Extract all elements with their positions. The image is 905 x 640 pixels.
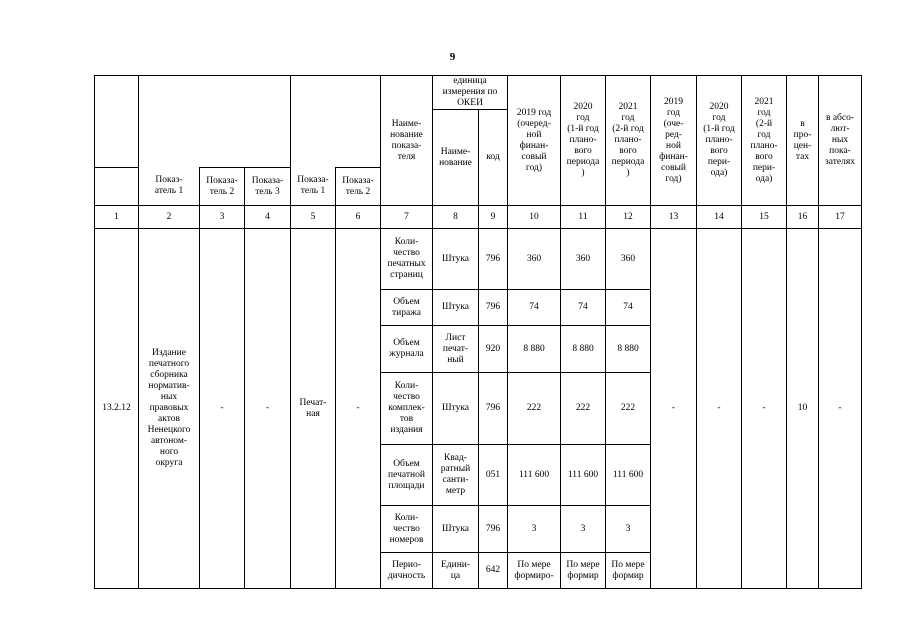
- header-fee-2021: 2021 год (2-й год плано- вого пери- ода): [742, 76, 787, 206]
- record-fee-2021: -: [742, 229, 787, 589]
- indicator-name: Перио- дичность: [381, 553, 433, 589]
- column-number: 7: [381, 206, 433, 229]
- column-number: 17: [819, 206, 862, 229]
- indicator-name: Коли- чество комплек- тов издания: [381, 373, 433, 445]
- header-condition-group: [291, 76, 381, 168]
- indicator-code: 796: [479, 290, 508, 326]
- header-empty-sub: [95, 168, 139, 206]
- indicator-value-2019: 222: [508, 373, 561, 445]
- indicator-value-2021: 3: [606, 506, 651, 553]
- header-unit-code: код: [479, 110, 508, 206]
- indicator-value-2020: 360: [561, 229, 606, 290]
- indicator-code: 796: [479, 229, 508, 290]
- column-number-row: [95, 206, 862, 229]
- header-empty-col1: [95, 76, 139, 168]
- header-unit-name: Наиме- нование: [433, 110, 479, 206]
- column-number: 16: [787, 206, 819, 229]
- indicator-value-2020: 222: [561, 373, 606, 445]
- indicator-value-2021: 8 880: [606, 326, 651, 373]
- indicator-code: 796: [479, 373, 508, 445]
- indicator-name: Объем журнала: [381, 326, 433, 373]
- indicator-value-2021: 360: [606, 229, 651, 290]
- indicator-value-2020: 111 600: [561, 445, 606, 506]
- column-number: 14: [697, 206, 742, 229]
- record-condition-2: -: [336, 229, 381, 589]
- record-fee-2019: -: [651, 229, 697, 589]
- indicator-code: 920: [479, 326, 508, 373]
- header-content-ind-2: Показа- тель 2: [200, 168, 245, 206]
- column-number: 11: [561, 206, 606, 229]
- column-number: 13: [651, 206, 697, 229]
- record-fee-2020: -: [697, 229, 742, 589]
- indicator-value-2019: 8 880: [508, 326, 561, 373]
- indicator-unit: Лист печат- ный: [433, 326, 479, 373]
- indicator-value-2019: 74: [508, 290, 561, 326]
- record-content-1: Издание печатного сборника норматив- ных правовых актов Ненецкого автоном- ного округа: [139, 229, 200, 589]
- column-number: 5: [291, 206, 336, 229]
- indicator-name: Коли- чество номеров: [381, 506, 433, 553]
- header-fee-2020: 2020 год (1-й год плано- вого пери- ода): [697, 76, 742, 206]
- header-content-group: [139, 76, 291, 168]
- indicator-value-2021: 74: [606, 290, 651, 326]
- indicator-code: 796: [479, 506, 508, 553]
- column-number: 1: [95, 206, 139, 229]
- indicator-name: Объем печатной площади: [381, 445, 433, 506]
- header-content-ind-1: Показ- атель 1: [139, 168, 200, 206]
- indicator-value-2019: 3: [508, 506, 561, 553]
- indicator-table: [94, 75, 862, 589]
- column-number: 2: [139, 206, 200, 229]
- indicator-value-2019: По мере формиро-: [508, 553, 561, 589]
- indicator-unit: Штука: [433, 373, 479, 445]
- indicator-value-2019: 111 600: [508, 445, 561, 506]
- header-dev-percent: в про- цен- тах: [787, 76, 819, 206]
- header-cond-ind-2: Показа- тель 2: [336, 168, 381, 206]
- indicator-value-2021: По мере формир: [606, 553, 651, 589]
- indicator-value-2020: 74: [561, 290, 606, 326]
- record-content-3: -: [245, 229, 291, 589]
- record-content-2: -: [200, 229, 245, 589]
- indicator-value-2021: 111 600: [606, 445, 651, 506]
- header-val-2019: 2019 год (очеред- ной финан- совый год): [508, 76, 561, 206]
- indicator-unit: Штука: [433, 229, 479, 290]
- header-fee-2019: 2019 год (оче- ред- ной финан- совый год): [651, 76, 697, 206]
- page-number: 9: [449, 51, 456, 63]
- header-val-2021: 2021 год (2-й год плано- вого периода ): [606, 76, 651, 206]
- indicator-unit: Штука: [433, 290, 479, 326]
- indicator-row: [95, 229, 862, 290]
- column-number: 8: [433, 206, 479, 229]
- indicator-unit: Едини- ца: [433, 553, 479, 589]
- record-condition-1: Печат- ная: [291, 229, 336, 589]
- column-number: 3: [200, 206, 245, 229]
- header-val-2020: 2020 год (1-й год плано- вого периода ): [561, 76, 606, 206]
- indicator-value-2021: 222: [606, 373, 651, 445]
- header-unit-group: единица измерения по ОКЕИ: [433, 76, 508, 110]
- indicator-code: 051: [479, 445, 508, 506]
- column-number: 9: [479, 206, 508, 229]
- indicator-unit: Квад- ратный санти- метр: [433, 445, 479, 506]
- header-indicator-name: Наиме- нование показа- теля: [381, 76, 433, 206]
- indicator-value-2020: 3: [561, 506, 606, 553]
- column-number: 15: [742, 206, 787, 229]
- header-cond-ind-1: Показа- тель 1: [291, 168, 336, 206]
- indicator-name: Коли- чество печатных страниц: [381, 229, 433, 290]
- record-code: 13.2.12: [95, 229, 139, 589]
- column-number: 6: [336, 206, 381, 229]
- record-dev-percent: 10: [787, 229, 819, 589]
- record-dev-absolute: -: [819, 229, 862, 589]
- header-dev-absolute: в абсо- лют- ных пока- зателях: [819, 76, 862, 206]
- indicator-unit: Штука: [433, 506, 479, 553]
- column-number: 12: [606, 206, 651, 229]
- indicator-name: Объем тиража: [381, 290, 433, 326]
- indicator-value-2020: 8 880: [561, 326, 606, 373]
- header-content-ind-3: Показа- тель 3: [245, 168, 291, 206]
- indicator-value-2020: По мере формир: [561, 553, 606, 589]
- column-number: 10: [508, 206, 561, 229]
- column-number: 4: [245, 206, 291, 229]
- indicator-value-2019: 360: [508, 229, 561, 290]
- indicator-code: 642: [479, 553, 508, 589]
